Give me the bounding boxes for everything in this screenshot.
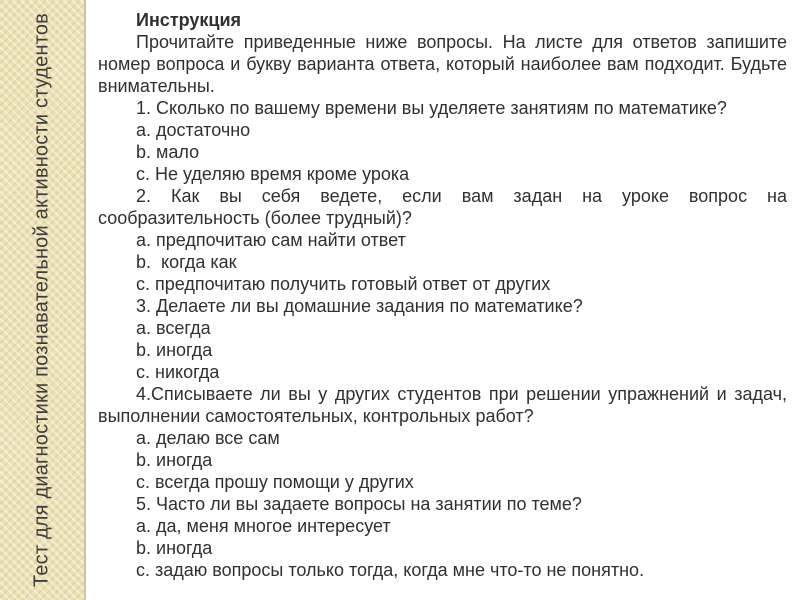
question-3-option-c: c. никогда (136, 362, 220, 382)
question-1-option-a: a. достаточно (136, 120, 251, 140)
question-5-option-a: a. да, меня многое интересует (136, 516, 391, 536)
question-4-option-b: b. иногда (136, 450, 213, 470)
question-5: 5. Часто ли вы задаете вопросы на занятии по теме? (136, 494, 582, 514)
question-2-option-a: a. предпочитаю сам найти ответ (136, 230, 406, 250)
question-1: 1. Сколько по вашему времени вы уделяете занятиям по математике? (136, 98, 727, 118)
question-3-option-a: a. всегда (136, 318, 211, 338)
sidebar-vertical-title: Тест для диагностики познавательной активности студентов (30, 13, 53, 587)
question-1-option-b: b. мало (136, 142, 200, 162)
question-2-option-b: b. когда как (136, 252, 237, 272)
question-3: 3. Делаете ли вы домашние задания по математике? (136, 296, 583, 316)
question-4: 4.Списываете ли вы у других студентов при решении упражнений и задач, выполнении самостоятельных, контрольных работ? (98, 384, 787, 426)
question-2-option-c: c. предпочитаю получить готовый ответ от других (136, 274, 551, 294)
question-4-option-c: c. всегда прошу помощи у других (136, 472, 414, 492)
question-5-option-c: c. задаю вопросы только тогда, когда мне что-то не понятно. (136, 560, 645, 580)
instruction-body: Прочитайте приведенные ниже вопросы. На листе для ответов запишите номер вопроса и букву варианта ответа, который наиболее вам подходит. Будьте внимательны. (98, 32, 787, 96)
question-1-option-c: c. Не уделяю время кроме урока (136, 164, 410, 184)
question-3-option-b: b. иногда (136, 340, 213, 360)
instruction-heading: Инструкция (136, 10, 242, 30)
question-4-option-a: a. делаю все сам (136, 428, 280, 448)
question-2: 2. Как вы себя ведете, если вам задан на уроке вопрос на сообразительность (более трудный)? (98, 186, 787, 228)
sidebar (0, 0, 86, 600)
question-5-option-b: b. иногда (136, 538, 213, 558)
content-area (86, 0, 800, 600)
